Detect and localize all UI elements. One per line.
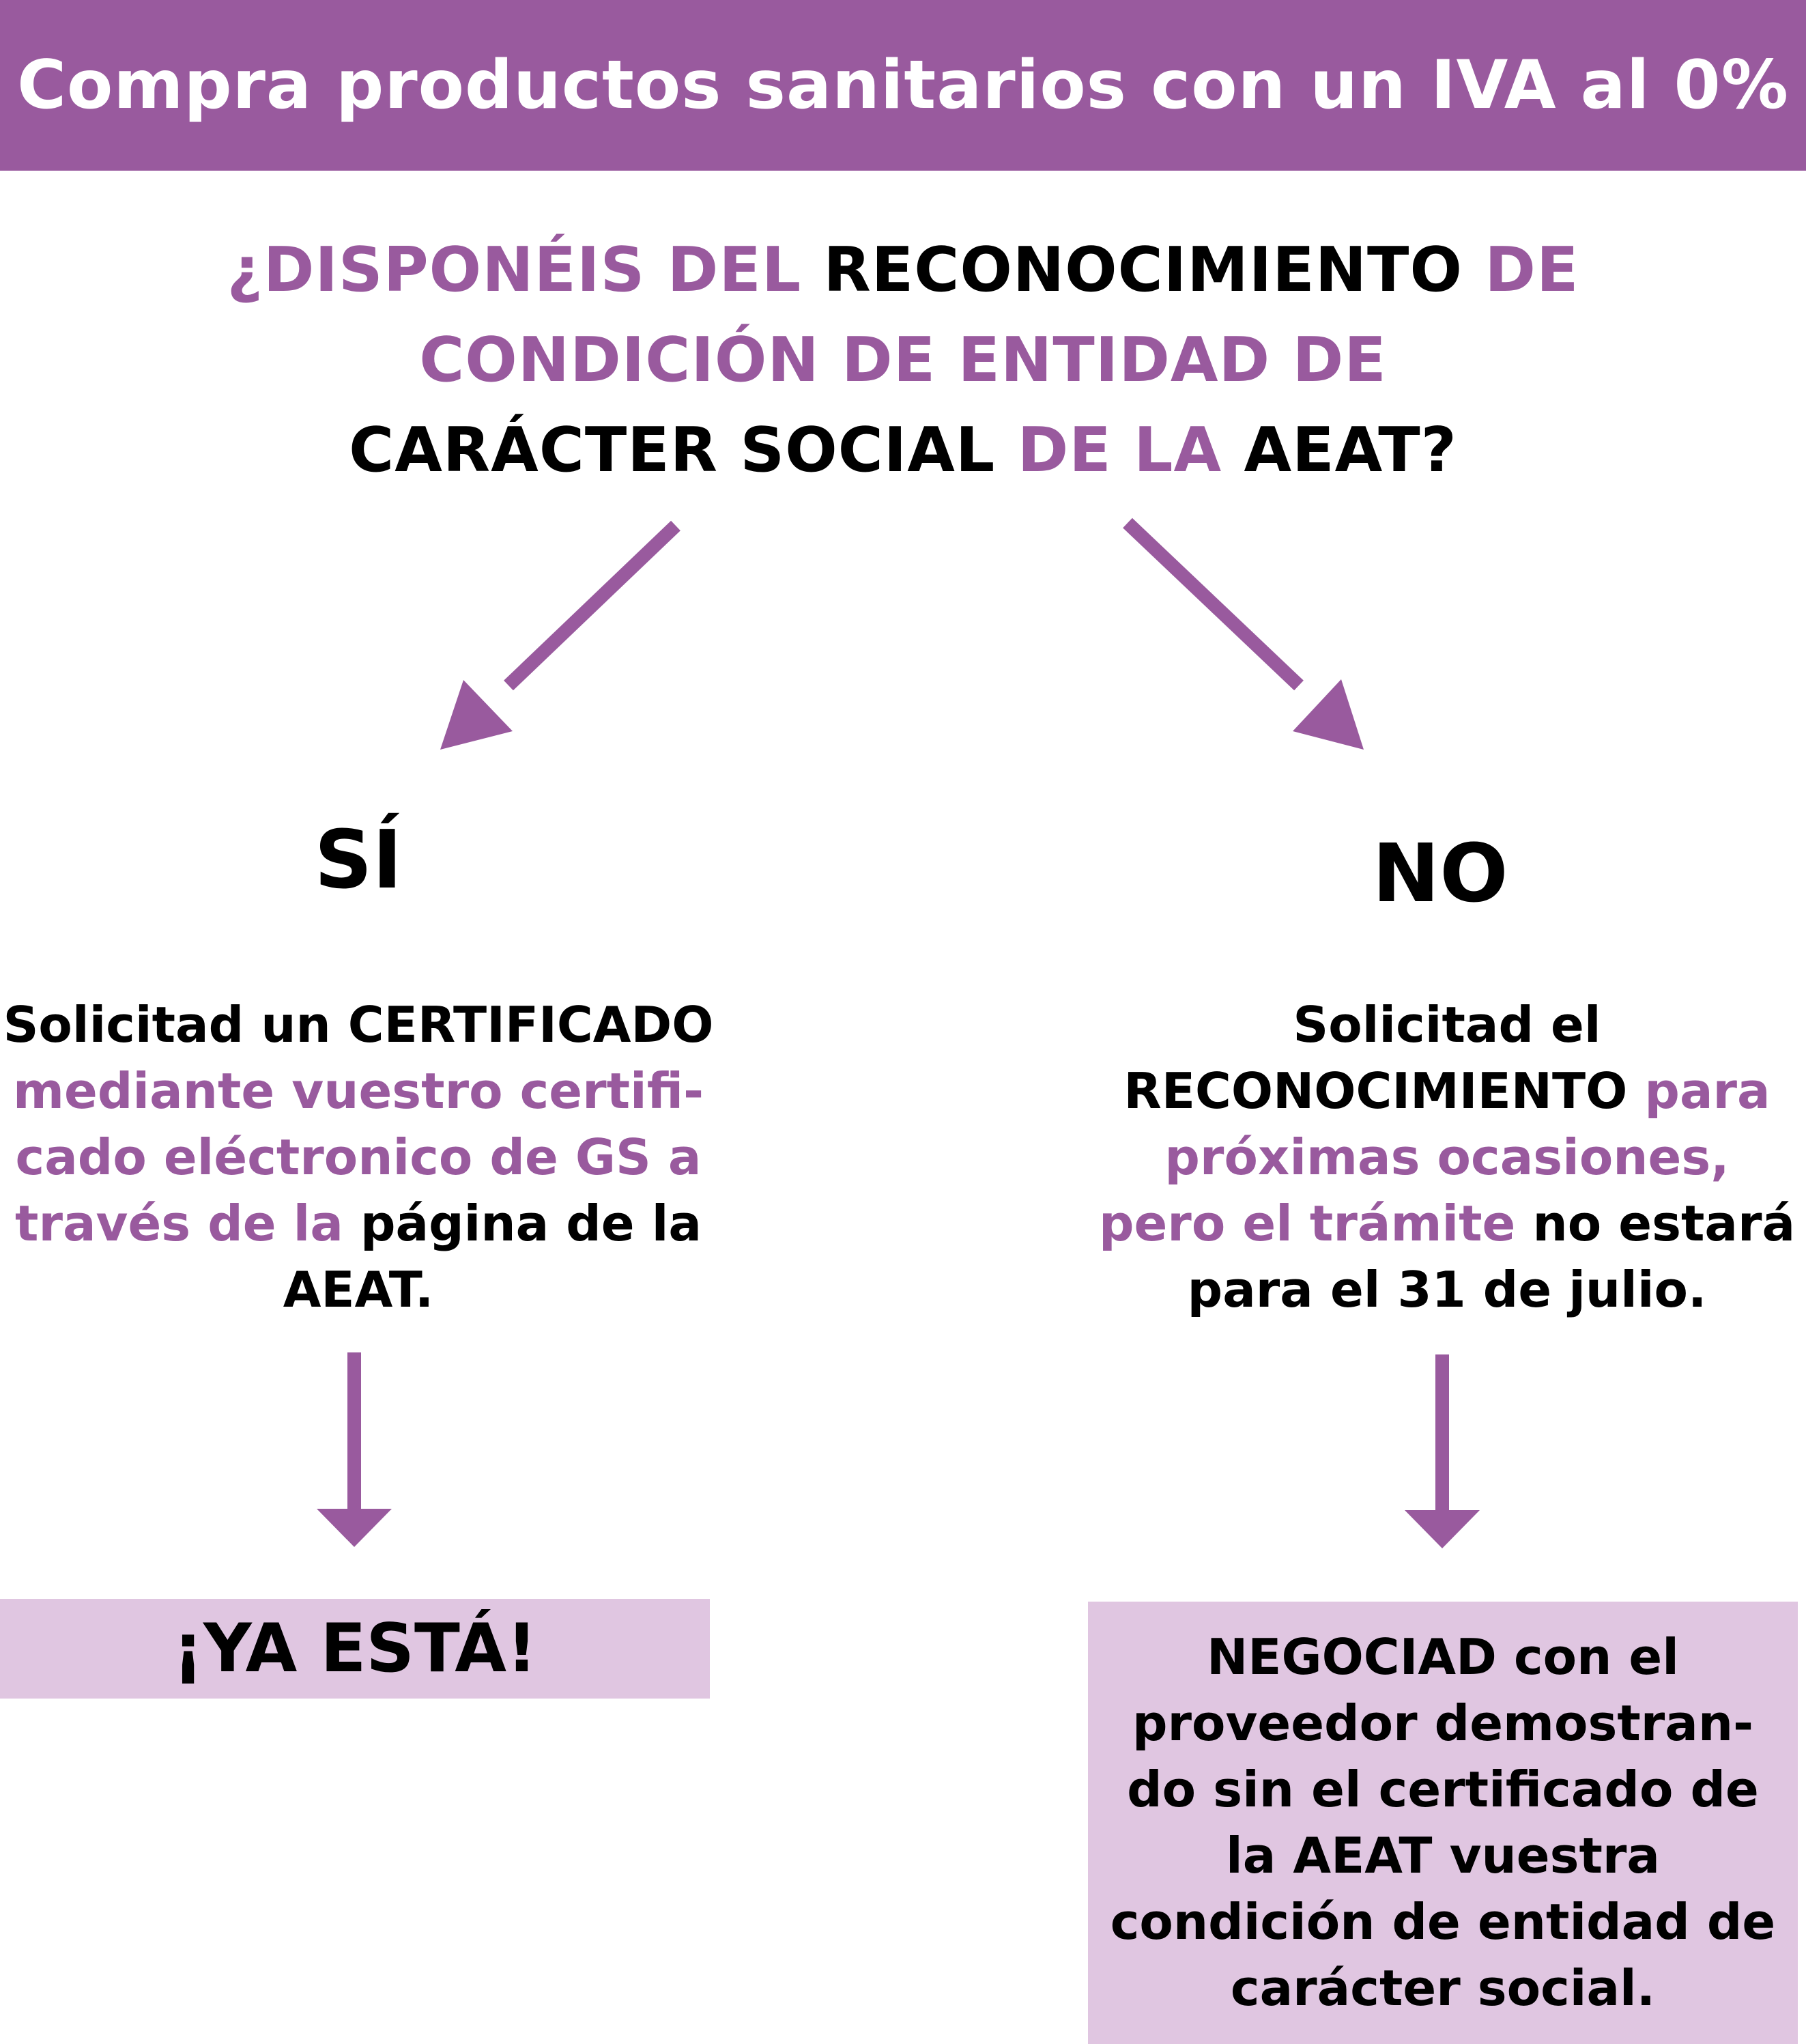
question-text: CONDICIÓN DE ENTIDAD DE — [419, 324, 1387, 396]
yes-description-line — [0, 1191, 717, 1257]
description-text: mediante vuestro certifi- — [13, 1062, 704, 1120]
arrow-head — [440, 680, 513, 750]
description-text: RECONOCIMIENTO — [1123, 1062, 1645, 1120]
description-text: página de la — [360, 1195, 702, 1252]
description-text: cado eléctronico de GS a — [15, 1129, 702, 1186]
arrow-to-yes — [440, 526, 676, 750]
yes-description-line — [0, 1257, 717, 1323]
question-text: RECONOCIMIENTO — [823, 234, 1485, 306]
yes-result-text: ¡YA ESTÁ! — [173, 1610, 537, 1688]
no-description-line — [1092, 1257, 1802, 1323]
yes-description-line — [0, 992, 717, 1058]
description-text: Solicitad un — [3, 996, 348, 1053]
yes-description — [0, 992, 717, 1323]
description-text: CERTIFICADO — [347, 996, 714, 1053]
no-description-line — [1092, 1124, 1802, 1191]
question-text: DE LA — [1017, 414, 1244, 486]
yes-description-line — [0, 1124, 717, 1191]
no-result-line: proveedor demostran- — [1132, 1694, 1754, 1752]
yes-description-line — [0, 1058, 717, 1124]
arrow-shaft — [1128, 523, 1299, 685]
question-text: AEAT? — [1244, 414, 1457, 486]
no-result-line: condición de entidad de — [1110, 1893, 1776, 1950]
arrow-yes-to-result — [317, 1352, 392, 1547]
description-text: través de la — [15, 1195, 360, 1252]
no-description-line — [1092, 1191, 1802, 1257]
header-title: Compra productos sanitarios con un IVA al 0% — [17, 46, 1789, 124]
yes-label: SÍ — [314, 812, 403, 907]
description-text: AEAT. — [283, 1261, 434, 1318]
no-description — [1092, 992, 1802, 1323]
no-result-line: do sin el certificado de — [1127, 1761, 1759, 1818]
arrow-head — [1293, 679, 1364, 750]
yes-result-box — [0, 1599, 710, 1699]
no-description-line — [1092, 1058, 1802, 1124]
description-text: para — [1644, 1062, 1771, 1120]
no-result-text — [1110, 1624, 1776, 2021]
question-text: DE — [1485, 234, 1579, 306]
arrow-no-to-result — [1405, 1354, 1480, 1548]
no-result-line: NEGOCIAD con el — [1207, 1628, 1679, 1686]
description-text: para el 31 de julio. — [1187, 1261, 1707, 1318]
no-label: NO — [1372, 826, 1508, 920]
arrow-head — [317, 1509, 392, 1547]
description-text: próximas ocasiones, — [1164, 1129, 1730, 1186]
description-text: Solicitad el — [1293, 996, 1601, 1053]
arrow-to-no — [1128, 523, 1364, 750]
no-result-box — [1088, 1602, 1798, 2044]
no-description-line — [1092, 992, 1802, 1058]
description-text: no estará — [1532, 1195, 1796, 1252]
arrow-shaft — [508, 526, 676, 685]
description-text: pero el trámite — [1098, 1195, 1533, 1252]
question-text: ¿DISPONÉIS DEL — [227, 234, 824, 306]
question-text: CARÁCTER SOCIAL — [349, 414, 1018, 486]
no-result-line: la AEAT vuestra — [1226, 1827, 1660, 1884]
no-result-line: carácter social. — [1230, 1959, 1656, 2017]
arrow-head — [1405, 1510, 1480, 1548]
